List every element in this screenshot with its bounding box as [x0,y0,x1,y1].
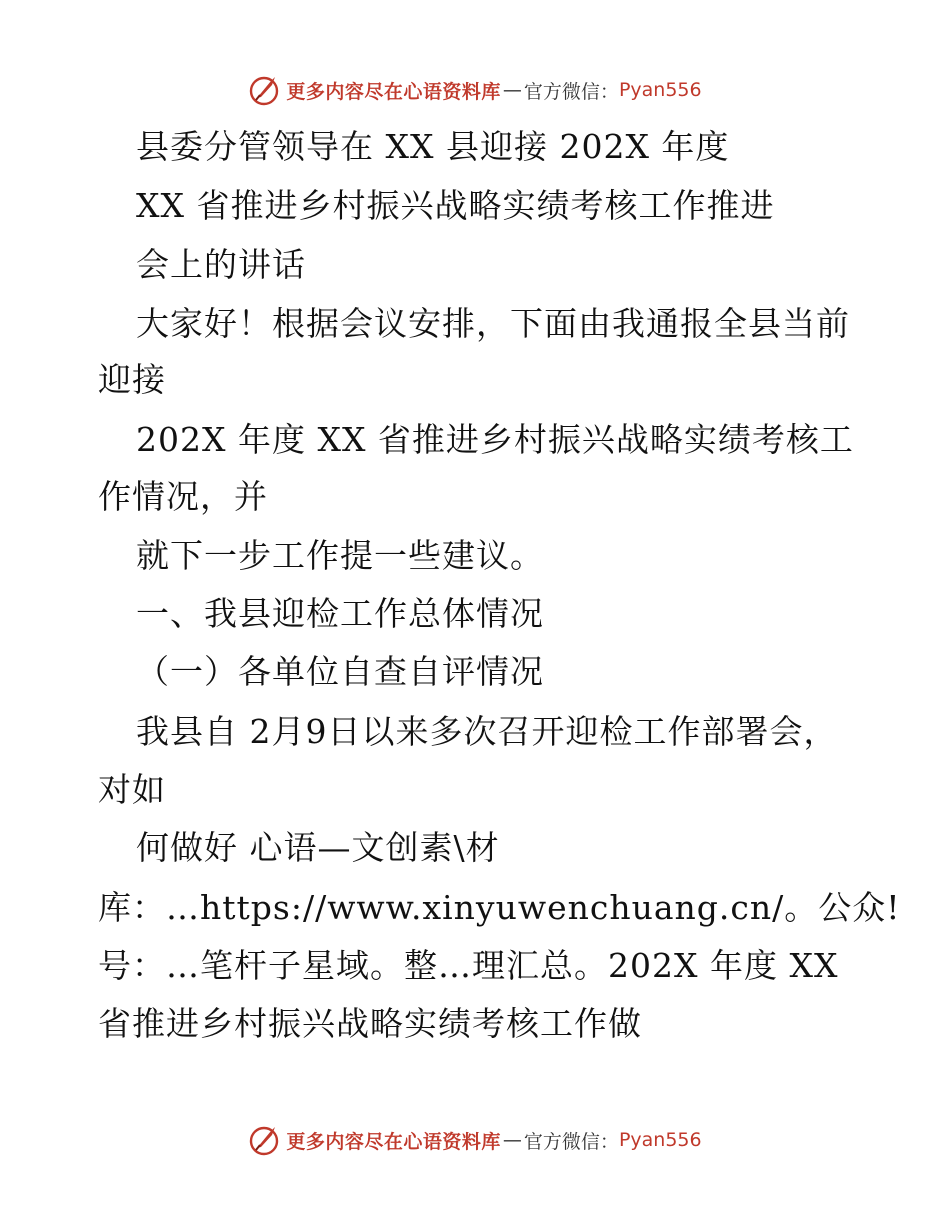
title-line-3: 会上的讲话 [136,245,306,284]
body-line: 省推进乡村振兴战略实绩考核工作做 [98,1004,642,1043]
banner-dash: — [502,1129,522,1151]
quill-logo-icon [248,1123,282,1157]
body-line: 号：…笔杆子星域。整…理汇总。202X 年度 XX [98,946,839,985]
title-line-1: 县委分管领导在 XX 县迎接 202X 年度 [136,127,730,166]
banner-main-text: 更多内容尽在心语资料库 [286,1130,501,1153]
banner-wechat-id: Pyan556 [618,79,702,101]
banner-wechat-id: Pyan556 [618,1129,702,1151]
body-line: 202X 年度 XX 省推进乡村振兴战略实绩考核工 [136,420,854,459]
body-line: 何做好 心语—文创素\材 [136,828,500,867]
body-line: 迎接 [98,360,166,399]
subsection-heading: （一）各单位自查自评情况 [136,652,544,691]
section-heading: 一、我县迎检工作总体情况 [136,594,544,633]
banner-dash: — [502,79,522,101]
body-line: 对如 [98,770,166,809]
body-line: 库：…https://www.xinyuwenchuang.cn/。公众! [98,888,901,927]
body-line: 作情况，并 [98,477,268,516]
body-line: 我县自 2月9日以来多次召开迎检工作部署会， [136,712,838,751]
banner-wechat-label: 官方微信： [523,1130,619,1153]
quill-logo-icon [248,73,282,107]
body-line: 就下一步工作提一些建议。 [136,536,544,575]
title-line-2: XX 省推进乡村振兴战略实绩考核工作推进 [136,186,775,225]
header-banner [0,70,950,110]
banner-main-text: 更多内容尽在心语资料库 [286,80,501,103]
footer-banner [0,1120,950,1160]
body-line: 大家好！根据会议安排，下面由我通报全县当前 [136,304,850,343]
banner-wechat-label: 官方微信： [523,80,619,103]
